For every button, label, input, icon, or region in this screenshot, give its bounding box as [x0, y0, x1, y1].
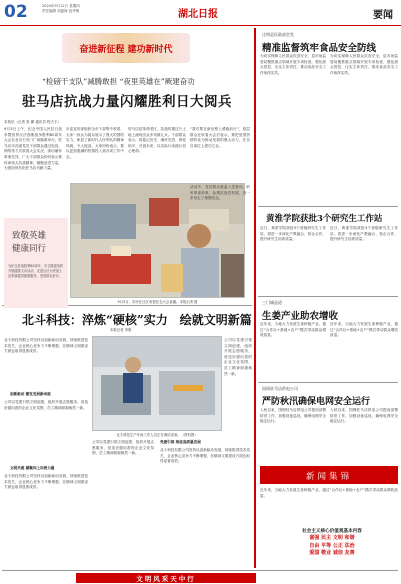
feature-headline: 驻马店抗战力量闪耀胜利日大阅兵 — [22, 94, 232, 110]
right-body-4a: 入秋以来，国网驻马店供电公司提前部署防汛工作，加强设备巡视，确保电网安全稳定运行。 — [260, 408, 326, 424]
column-rule — [254, 28, 256, 568]
second-story-body-left: 北斗科技有限公司坚持以创新驱动发展，持续推进技术攻关，企业核心竞争力不断增强，在精神文明建设方面也取得显著成效。 — [4, 338, 88, 354]
right-headline-2: 黄淮学院获批3个研究生工作站 — [266, 214, 383, 224]
page-number: 02 — [4, 2, 28, 22]
bottom-banner — [76, 573, 256, 583]
news-digest-title: 新闻集锦 — [305, 472, 352, 482]
core-values-box — [282, 528, 382, 558]
second-story-photo — [92, 336, 222, 431]
core-values-title: 社会主义核心价值观基本内容 — [302, 529, 362, 534]
issue-date: 2024年9月12日 星期四 — [42, 4, 80, 8]
feature-body-col3: 驻马店是革命老区，抗战时期这片土地上涌现出众多英雄儿女。干部群众表示，将铭记历史、缅怀先烈、珍爱和平、开创未来，以实际行动践行初心使命。 — [128, 127, 186, 154]
second-story-body-mid: 公司以党建引领文明创建，组织开展志愿服务，营造崇德向善的企业文化氛围，员工精神面貌焕然一新。 — [92, 440, 154, 456]
second-story-subhead-1: 创新驱动 激发发展新动能 — [10, 392, 51, 396]
core-values-line2: 自由 平等 公正 法治 — [309, 542, 355, 549]
feature-photo-caption: 9月3日，市民在社区收看纪念大会直播。本报记者 摄 — [117, 300, 198, 304]
right-divider-2 — [258, 296, 398, 297]
second-story-subhead-2: 文明共建 凝聚向上向善力量 — [10, 466, 55, 470]
second-story-body-left-2: 公司以党建引领文明创建，组织开展志愿服务，营造崇德向善的企业文化氛围，员工精神面貌焕然一新。 — [4, 400, 88, 410]
news-digest-box — [260, 466, 398, 484]
sidebox-title — [12, 230, 46, 256]
second-story-body-left-3: 北斗科技有限公司坚持以创新驱动发展，持续推进技术攻关，企业核心竞争力不断增强，在精神文明建设方面也取得显著成效。 — [4, 474, 88, 490]
sidebox-title-line2: 健康同行 — [12, 244, 47, 254]
right-body-4b: 入秋以来，国网驻马店供电公司提前部署防汛工作，加强设备巡视，确保电网安全稳定运行。 — [330, 408, 398, 424]
second-story-photo-caption: 北斗科技生产车间工作人员正在调试设备。（资料图） — [116, 433, 198, 437]
right-headline-4: 严防秋汛确保电网安全运行 — [262, 397, 371, 407]
feature-body-lower-right: 活动中，党员群众重温入党誓词，聆听革命故事，参观抗战史料展，进一步坚定了理想信念。 — [190, 185, 250, 201]
paper-name: 湖北日报 — [178, 9, 218, 20]
second-story-photo-image — [93, 337, 222, 431]
bottom-divider — [2, 570, 398, 571]
sidebox-text: 为纪念抗战胜利80周年，市卫健委组织开展健康义诊活动，走进社区为老战士及家属提供健康服务，受到群众好评。 — [8, 264, 64, 278]
banner-text: 奋进新征程 建功新时代 — [79, 45, 173, 55]
second-story-byline: 本报记者 李明 — [110, 328, 132, 332]
feature-byline: 本报讯（记者 张 鹏 通讯员 程天宇） — [4, 120, 61, 124]
section-name: 要闻 — [373, 10, 393, 21]
right-body-2b: 近日，黄淮学院获批3个省级研究生工作站，将进一步深化产教融合、校企合作，提升研究生培养质量。 — [330, 226, 398, 242]
right-kicker-1: 庄明县民政部会发 — [262, 32, 294, 37]
issue-meta — [42, 4, 80, 14]
feature-subhead: “检磅干支队”减腾敢担 “夜里英雄在”厥建奋功 — [42, 77, 195, 86]
right-headline-3: 生姜产业助农增收 — [262, 311, 339, 322]
right-kicker-4: 国网驻马店供电公司 — [262, 386, 298, 391]
masthead — [0, 0, 401, 26]
right-body-1a: 为切实保障人民群众饮食安全，县市场监管局聚焦重点领域开展专项检查，强化源头管控，压实主体责任，推动食品安全工作取得实效。 — [260, 54, 326, 75]
right-divider-3 — [258, 382, 398, 383]
core-values-line3: 爱国 敬业 诚信 友善 — [309, 550, 355, 557]
second-story-body-side: 公司以党建引领文明创建，组织开展志愿服务，营造崇德向善的企业文化氛围，员工精神面貌焕然一新。 — [224, 338, 252, 376]
right-kicker-3: 三门城县道 — [262, 300, 282, 305]
feature-body-col1: 9月3日上午，纪念中国人民抗日战争暨世界反法西斯战争胜利80周年大会在北京天安门广场隆重举行。驻马店市各级党员干部群众通过电视、网络等方式收看大会实况，深切缅怀革命先烈，广大干部群众纷纷表示要传承伟大抗战精神，凝聚奋进力量，为建设现代化驻马店贡献力量。 — [4, 127, 62, 171]
feature-body-col4: “我们要在新征程上勇毅前行”，基层群众在收看大会后表示，要把爱国热情转化为推动发展的强大动力，在各自岗位上建功立业。 — [190, 127, 250, 148]
right-body-3a: 近年来，当地大力发展生姜种植产业，通过“合作社+基地+农户”模式带动群众增收致富。 — [260, 322, 326, 338]
right-divider-1 — [258, 206, 398, 207]
right-body-1b: 为切实保障人民群众饮食安全，县市场监管局聚焦重点领域开展专项检查，强化源头管控，压实主体责任，推动食品安全工作取得实效。 — [330, 54, 398, 75]
right-body-2a: 近日，黄淮学院获批3个省级研究生工作站，将进一步深化产教融合、校企合作，提升研究生培养质量。 — [260, 226, 326, 242]
second-story-headline: 北斗科技：淬炼“硬核”实力 绘就文明新篇 — [22, 313, 252, 327]
sidebox-title-line1: 致敬英雄 — [12, 231, 47, 241]
right-body-3b: 近年来，当地大力发展生姜种植产业，通过“合作社+基地+农户”模式带动群众增收致富。 — [330, 322, 398, 338]
right-headline-1: 精准监督筑牢食品安全防线 — [262, 43, 377, 54]
feature-banner — [62, 33, 190, 63]
second-story-subhead-3: 党建引领 推进高质量发展 — [160, 440, 201, 444]
bottom-banner-text: 文明风采天中行 — [136, 575, 196, 583]
core-values-line1: 富强 民主 文明 和谐 — [309, 535, 355, 542]
feature-body-col2: 市委宣传部组织全市干部集中收看，大家一致认为阅兵展示了强大的国防实力，彰显了新时代人民军队的精神风貌，令人振奋。大家纷纷表示，要以更加饱满的热情投入到各项工作中去。 — [66, 127, 124, 159]
second-story-body-right: 北斗科技有限公司坚持以创新驱动发展，持续推进技术攻关，企业核心竞争力不断增强，在精神文明建设方面也取得显著成效。 — [160, 448, 250, 464]
news-digest-body: 近年来，当地大力发展生姜种植产业，通过“合作社+基地+农户”模式带动群众增收致富。 — [260, 488, 398, 498]
issue-editors: 责任编辑 刘振海 范华明 — [42, 9, 80, 13]
sidebox — [4, 218, 68, 308]
